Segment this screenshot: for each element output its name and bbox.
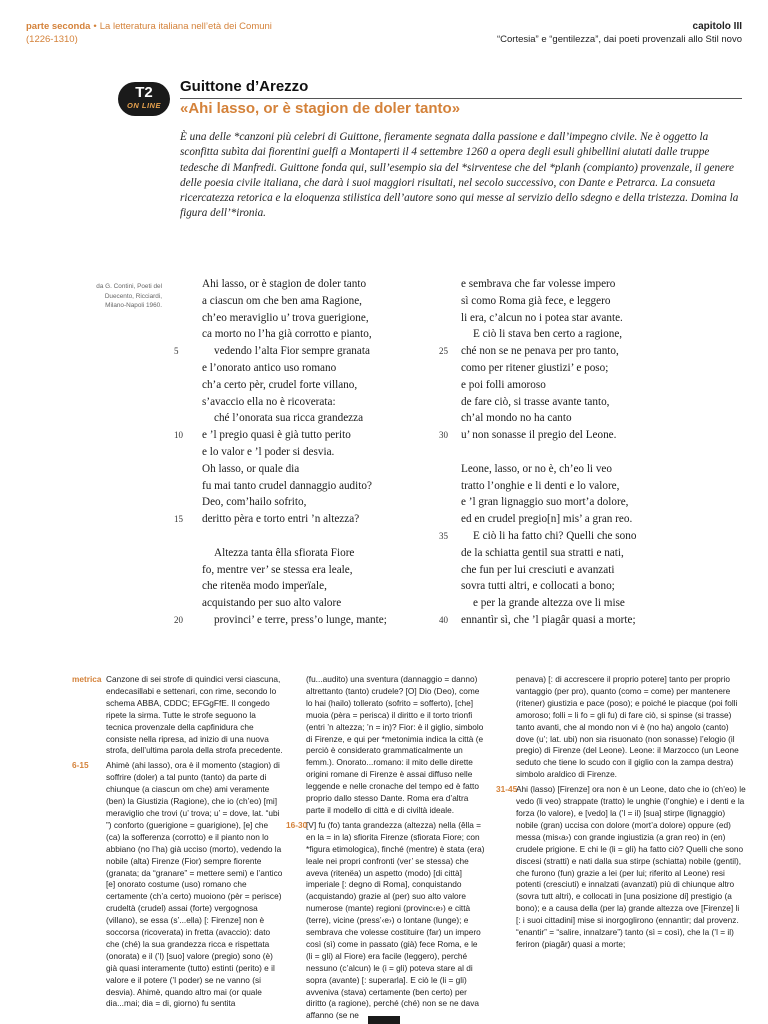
poem-line <box>461 310 636 327</box>
line-number: 40 <box>439 614 448 625</box>
poem-line <box>202 578 387 595</box>
verse-text: tratto l’onghie e li denti e lo valore, <box>461 479 620 492</box>
poem-line <box>202 326 387 343</box>
verse-text: fu mai tanto crudel dannaggio audito? <box>202 479 372 492</box>
notes-column-3 <box>496 674 746 954</box>
part-label: parte seconda <box>26 21 91 32</box>
line-number: 10 <box>174 430 183 441</box>
verse-text: e sembrava che far volesse impero <box>461 278 616 290</box>
poem-line <box>439 528 637 545</box>
verse-text: Altezza tanta êlla sfiorata Fiore <box>214 546 355 559</box>
verse-text: sì como Roma già fece, e leggero <box>461 294 611 307</box>
verse-text: deritto pèra e torto entri ’n altezza? <box>202 513 360 526</box>
verse-text: ch’a certo pèr, crudel forte villano, <box>202 378 358 391</box>
poem-column-2 <box>439 276 637 629</box>
poem-line <box>202 595 387 612</box>
poem-line <box>202 276 387 293</box>
verse-text: li era, c’alcun no i potea star avante. <box>461 311 623 324</box>
note-text: [V] fu (fo) tanta grandezza (altezza) nella (êlla = en la = in la) sfiorita Firenze (sfiorata Fiore; con *figura etimologica), finché (mentre) è stata (era) leale nei propri confronti (ver’ se stessa) che aveva (ritenëa) un aspetto (modo) [di città] imperiale [: degno di Roma], conquistando (acquistando) grazie al (per) suo alto valore numerose (mante) regioni (provinc‹e›) e città (terre), vicine (press’‹e›) o lontane (lunge); e sembrava che volesse costituire (far) un impero così (sì) come in passato (già) fece Roma, e le (li = gli) al Fiore) era facile (leggero), perché nessuno (c’alcun) le (i = gli) poteva stare al di sopra (avante) [: superarla]. E ciò le (li = gli) avveniva (stava) certamente (ben certo) per diritto (a ragione), perché (ché) non se ne dava affanno (se ne <box>306 819 485 1021</box>
note-label: 31-45 <box>496 784 518 795</box>
intro-paragraph: È una delle *canzoni più celebri di Guittone, fieramente segnata dalla passione e dall’impegno civile. Ne è oggetto la sconfitta subìta dai fiorentini guelfi a Montaperti il 4 settembre 1260 a opera degli esuli ghibellini aiutati dalle truppe tedesche di Manfredi. Guittone fonda qui, sull’esempio sia del *sirventese che del *planh (compianto) provenzale, il genere delle poesia civile italiana, che darà i suoi maggiori risultati, nel secolo successivo, con Dante e Petrarca. La consueta ricercatezza retorica e la eloquenza stilistica dell’autore sono qui messe al servizio dello sdegno e della tristezza. Domina la figura dell’*ironia. <box>180 131 739 220</box>
poem-line <box>202 545 387 562</box>
note-paragraph <box>286 819 486 1022</box>
note-paragraph <box>72 674 284 757</box>
poem-line <box>461 360 636 377</box>
chapter-title: “Cortesia” e “gentilezza”, dai poeti provenzali allo Stil novo <box>496 34 742 45</box>
poem-line <box>461 377 636 394</box>
poem-line <box>461 326 636 343</box>
text-badge <box>118 82 170 116</box>
note-label: 6-15 <box>72 760 89 771</box>
note-text: Ahi (lasso) [Firenze] ora non è un Leone, dato che io (ch’eo) le vedo (li veo) strappate (tratto) le unghie (l’onghie) e i denti e la forza (lo valore), e [vedo] la (’l = il) [sua] stirpe (lignaggio) nobile (gran) uccisa con dolore (mort’a dolore) oppure (ed) messa (mis‹a›) con grande ingiustizia (a gran reo) in (en) crudele prigione. E chi le (li = gli) ha fatto ciò? Quelli che sono discesi (stratti) e nati dalla sua stirpe (schiatta) nobile (gentil), che furono (fun) grazie a lei (per lui; riferito al Leone) resi potenti (cresciuti) e innalzati (avanzati) più di chiunque altro (sovra tutt altri), e collocati in [una posizione di] prestigio (a bono); e a causa della (per la) grande altezza ove [Firenze] li [: i suoi cittadini] mise si inorgoglirono (ennantìr; dal provenz. “enantir” = “salire, innalzare”) tanto (sì = così), che la (’l = il) feriron (piagâr) quasi a morte; <box>516 784 746 949</box>
poem-line <box>461 478 636 495</box>
verse-text: ch’al mondo no ha canto <box>461 412 572 425</box>
poem-line <box>202 377 387 394</box>
poem-line <box>461 461 636 478</box>
poem-line <box>461 562 636 579</box>
line-number: 25 <box>439 346 448 357</box>
poem-line <box>461 578 636 595</box>
note-text: Ahimè (ahi lasso), ora è il momento (stagion) di soffrire (doler) a tal punto (tanto) da parte di chiunque (a ciascun om che) ami veramente (ben) la Giustizia (Ragione), che io (ch’eo) [mi] meraviglio che trovi (u’ trova; u’ = dove, lat. “ubi ”) conforto (guerigione = guarigione), [e] che (ca) la sofferenza (corrotto) e il pianto non lo abbiano (no l’ha) già ucciso (morto), vedendo la nobile (alta) Firenze (Fior) sempre fiorente (granata; da “granare” = mettere semi) e l’antico [e] onorato costume (uso) romano che certamente (ch’a certo) muoiono (pèr = perisce) crudeltà (crudel) assai (forte) vergognosa (villano), se essa (s’...ella) [: Firenze] non è soccorsa (ricoverata) in fretta (avaccio): dato che (ché) la sua grandezza ricca e rispettata (onorata) e il (’l) [suo] valore (pregio) sono (è) già quasi interamente (tutto) estinti (perito) e il valore e il potere (’l poder) se ne vanno (si desvia). Ahimè, quando altro mai (or quale dia...mai; dia = di, giorno) fu sentita <box>106 760 283 1009</box>
poem-line <box>461 276 636 293</box>
poem-line <box>202 310 387 327</box>
verse-text: E ciò li ha fatto chi? Quelli che sono <box>473 529 637 542</box>
bullet: • <box>93 21 97 32</box>
verse-text: ch’eo meraviglio u’ trova guerigione, <box>202 311 369 324</box>
page-tab <box>368 1016 400 1024</box>
poem-line <box>461 511 636 528</box>
verse-text: ché non se ne penava per pro tanto, <box>461 345 619 358</box>
poem-line <box>202 528 387 545</box>
line-number: 5 <box>174 346 179 357</box>
verse-text: de la schiatta gentil sua stratti e nati, <box>461 546 624 559</box>
running-header-left <box>26 20 356 46</box>
verse-text: a ciascun om che ben ama Ragione, <box>202 294 362 307</box>
notes-column-1 <box>72 674 284 1013</box>
verse-text: s’avaccio ella no è ricoverata: <box>202 395 336 408</box>
poem-line <box>202 494 387 511</box>
source-line: Duecento, Ricciardi, <box>104 292 162 300</box>
note-paragraph <box>496 784 746 951</box>
poem-line <box>461 595 636 612</box>
poem-line <box>174 343 387 360</box>
note-text: penava) [: di accrescere il proprio potere] tanto per proprio vantaggio (per pro), quanto (como = come) per mantenere (ritener) giustizia e pace (poso); e poiché le piacque (poi folli amoroso; folli = li fo = gli fu) di fare ciò, si spinse (si trasse) tanto avanti, che al mondo non vi è (no ha) angolo (canto) dove (u’; lat. ubi) non sia risuonato (non sonasse) l’elogio (il pregio) di Firenze (del Leone). Leone: il Marzocco (un Leone seduto che tiene lo scudo con il giglio con la zampa destra) simbolo araldico di Firenze. <box>516 674 739 780</box>
running-header-right <box>497 20 742 46</box>
online-label: ON LINE <box>127 101 161 110</box>
verse-text: Oh lasso, or quale dia <box>202 462 300 475</box>
part-subtitle: La letteratura italiana nell’età dei Comuni <box>99 21 272 32</box>
verse-text: ennantìr sì, che ’l piagâr quasi a morte; <box>461 613 636 626</box>
verse-text: ed en crudel pregio[n] mis’ a gran reo. <box>461 513 633 526</box>
verse-text: che ritenëa modo imperïale, <box>202 580 327 593</box>
source-line: da G. Contini, Poeti del <box>96 283 162 290</box>
poem-line <box>202 444 387 461</box>
poem-line <box>174 427 387 444</box>
verse-text: sovra tutti altri, e collocati a bono; <box>461 580 615 593</box>
poem-line <box>202 410 387 427</box>
chapter-label: capitolo III <box>692 21 742 32</box>
verse-text: ca morto no l’ha già corrotto e pianto, <box>202 328 372 341</box>
verse-text: e l’onorato antico uso romano <box>202 361 337 374</box>
note-paragraph <box>516 674 746 781</box>
poem-line <box>202 562 387 579</box>
verse-text: provinci’ e terre, press’o lunge, mante; <box>214 613 387 626</box>
poem-line <box>461 545 636 562</box>
poem-line <box>202 394 387 411</box>
verse-text: e poi folli amoroso <box>461 378 546 391</box>
line-number: 20 <box>174 614 183 625</box>
line-number: 30 <box>439 430 448 441</box>
source-citation <box>80 282 162 311</box>
poem-line <box>202 293 387 310</box>
poem-line <box>461 410 636 427</box>
author-name: Guittone d’Arezzo <box>180 78 309 95</box>
poem-line <box>202 360 387 377</box>
poem-line <box>461 394 636 411</box>
note-label: 16-30 <box>286 819 308 830</box>
poem-line <box>461 494 636 511</box>
line-number: 35 <box>439 530 448 541</box>
verse-text: E ciò li stava ben certo a ragione, <box>473 328 623 341</box>
verse-text: Leone, lasso, or no è, ch’eo li veo <box>461 462 612 475</box>
text-code: T2 <box>135 84 153 101</box>
verse-text: che fun per lui cresciuti e avanzati <box>461 563 615 576</box>
verse-text: e ’l gran lignaggio suo mort’a dolore, <box>461 496 629 509</box>
poem-line <box>439 343 636 360</box>
note-text: Canzone di sei strofe di quindici versi ciascuna, endecasillabi e settenari, con rime, secondo lo schema ABBA, CDDC; EFGgFfE. Il congedo ripete la sirma. Tutte le strofe seguono la tecnica provenzale della capfinidura che consiste nella ripresa, ad inizio di una nuova strofa, dell’ultima parola della strofa precedente. <box>106 674 283 756</box>
poem-line <box>174 612 387 629</box>
notes-column-2 <box>286 674 486 1024</box>
note-text: (fu...audito) una sventura (dannaggio = danno) altrettanto (tanto) crudele? [O] Dio (Deo), come lo hai (hailo) tollerato (sofrito = sofferto), [che] muoia (pèra = perisca) il diritto e il torto trionfi (entri ’n altezza; ’n = in)? Fior: è il giglio, simbolo di Firenze, e qui per *metonimia indica la città (e perciò è considerato grammaticalmente un femm.). Onorato...romano: il mito delle dirette origini romane di Firenze è assai diffuso nelle leggende e nelle cronache del tempo ed è fatto proprio dallo stesso Dante. Roma era d’altra parte il modello di città e di civiltà ideale. <box>306 674 484 815</box>
verse-text: de fare ciò, si trasse avante tanto, <box>461 395 610 408</box>
poem-line <box>439 612 636 629</box>
note-paragraph <box>72 760 284 1010</box>
verse-text: e ’l pregio quasi è già tutto perito <box>202 429 351 442</box>
verse-text: acquistando per suo alto valore <box>202 597 342 610</box>
poem-line <box>461 444 636 461</box>
verse-text: e lo valor e ’l poder si desvia. <box>202 445 335 458</box>
verse-text: ché l’onorata sua ricca grandezza <box>214 412 364 425</box>
title-divider <box>180 98 742 99</box>
verse-text: Deo, com’hailo sofrito, <box>202 496 307 509</box>
poem-line <box>439 427 636 444</box>
note-label: metrica <box>72 674 102 684</box>
poem-line <box>202 461 387 478</box>
source-line: Milano-Napoli 1960. <box>105 302 162 309</box>
verse-text: fo, mentre ver’ se stessa era leale, <box>202 563 353 576</box>
verse-text: Ahi lasso, or è stagion de doler tanto <box>202 278 367 290</box>
poem-title: «Ahi lasso, or è stagion de doler tanto» <box>180 100 461 117</box>
poem-column-1 <box>174 276 387 629</box>
part-dates: (1226-1310) <box>26 34 78 45</box>
verse-text: u’ non sonasse il pregio del Leone. <box>461 429 617 442</box>
poem-line <box>202 478 387 495</box>
verse-text: vedendo l’alta Fior sempre granata <box>214 345 370 358</box>
poem-line <box>461 293 636 310</box>
poem-line <box>174 511 387 528</box>
verse-text: como per ritener giustizi’ e poso; <box>461 361 609 374</box>
note-paragraph <box>306 674 486 817</box>
line-number: 15 <box>174 514 183 525</box>
verse-text: e per la grande altezza ove li mise <box>473 597 625 610</box>
